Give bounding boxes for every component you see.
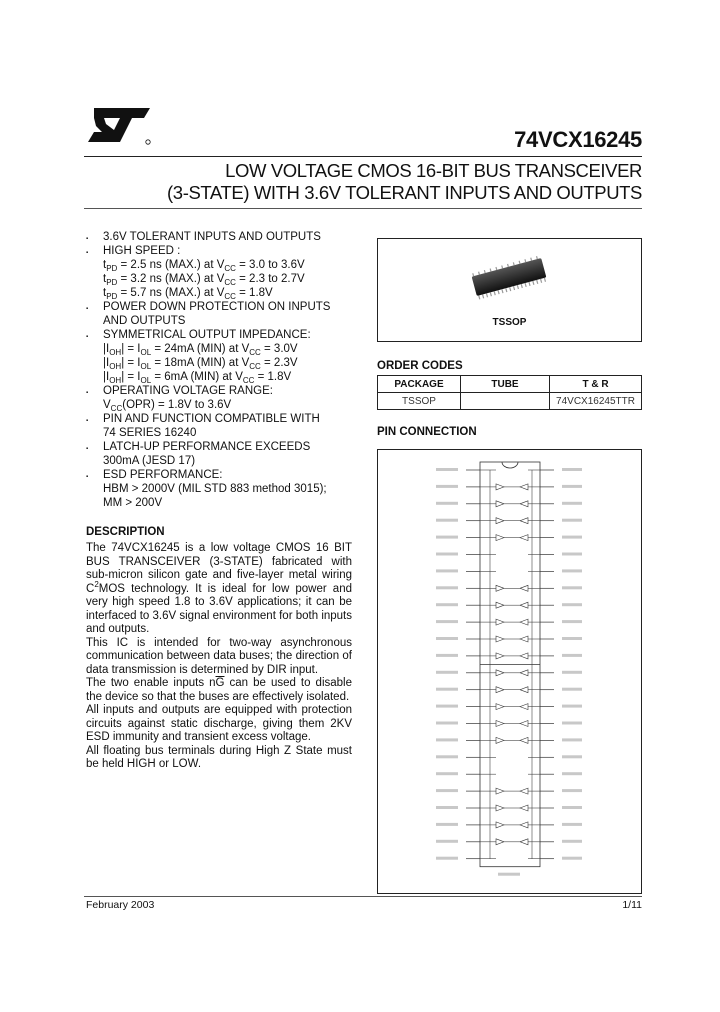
buffer-arrow-left xyxy=(520,518,528,524)
buffer-arrow-right xyxy=(496,585,504,591)
sup: 2 xyxy=(94,579,99,589)
t: (OPR) = 1.8V to 3.6V xyxy=(122,399,232,411)
description-paragraph xyxy=(86,677,352,704)
sub: PD xyxy=(106,278,118,287)
buffer-arrow-left xyxy=(520,602,528,608)
t: = 2.5 ns (MAX.) at V xyxy=(117,259,225,271)
pin-label-left xyxy=(436,485,458,488)
t: = 6mA (MIN) at V xyxy=(151,371,243,383)
cell-package: TSSOP xyxy=(378,393,461,410)
sub: OL xyxy=(140,376,152,385)
pin-label-right xyxy=(562,857,582,860)
buffer-arrow-left xyxy=(520,585,528,591)
buffer-arrow-left xyxy=(520,619,528,625)
buffer-arrow-right xyxy=(496,501,504,507)
buffer-arrow-left xyxy=(520,501,528,507)
pin-label-right xyxy=(562,705,582,708)
t: |I xyxy=(103,371,110,383)
pin-label-right xyxy=(562,586,582,589)
pin-connection-heading: PIN CONNECTION xyxy=(377,426,477,438)
feature-item xyxy=(86,328,366,384)
pin-label-left xyxy=(436,536,458,539)
header-rule xyxy=(84,156,642,157)
t: = 24mA (MIN) at V xyxy=(151,343,250,355)
t: = 3.0V xyxy=(260,343,298,355)
t: = 5.7 ns (MAX.) at V xyxy=(117,287,225,299)
feature-subline xyxy=(103,342,366,356)
feature-text: ▪ PIN AND FUNCTION COMPATIBLE WITH xyxy=(103,413,320,425)
sub: OL xyxy=(140,362,152,371)
column-header-tr: T & R xyxy=(550,376,642,393)
t: t xyxy=(103,259,107,271)
pin-label-right xyxy=(562,654,582,657)
diagram-caption xyxy=(498,873,520,876)
buffer-arrow-right xyxy=(496,839,504,845)
feature-text: 3.6V TOLERANT INPUTS AND OUTPUTS xyxy=(103,231,321,243)
feature-item xyxy=(86,412,366,440)
buffer-arrow-left xyxy=(520,687,528,693)
sub: CC xyxy=(249,362,261,371)
pin-label-left xyxy=(436,569,458,572)
feature-text: ▪ LATCH-UP PERFORMANCE EXCEEDS xyxy=(103,441,311,453)
buffer-arrow-right xyxy=(496,602,504,608)
feature-text: 74 SERIES 16240 xyxy=(103,427,197,439)
pin-label-right xyxy=(562,553,582,556)
feature-item xyxy=(86,300,366,328)
sub: OH xyxy=(109,376,122,385)
feature-item xyxy=(86,384,366,412)
t: | = I xyxy=(121,357,141,369)
footer-page-number: 1/11 xyxy=(622,899,642,911)
sub: OL xyxy=(140,348,152,357)
pin-label-left xyxy=(436,603,458,606)
t: = 3.0 to 3.6V xyxy=(235,259,305,271)
t: | = I xyxy=(121,343,141,355)
t: MOS technology. It is ideal for low power and very high speed 1.8 to 3.6V applications; it can be interfaced to 3.6V signal environment for both inputs and outputs. xyxy=(86,582,352,635)
description-paragraph: This IC is intended for two-way asynchronous communication between data buses; the direction of data transmission is determined by DIR input. xyxy=(86,636,352,676)
pin-connection-diagram xyxy=(378,450,641,893)
buffer-arrow-left xyxy=(520,788,528,794)
pin-label-right xyxy=(562,722,582,725)
title-rule xyxy=(84,208,642,209)
footer-date: February 2003 xyxy=(86,899,155,911)
buffer-arrow-right xyxy=(496,687,504,693)
sub: CC xyxy=(110,404,123,413)
buffer-arrow-left xyxy=(520,535,528,541)
table-header-row xyxy=(378,376,642,393)
features-list xyxy=(86,230,366,510)
pin-label-right xyxy=(562,502,582,505)
feature-text: MM > 200V xyxy=(103,497,163,509)
title-line-2: (3-STATE) WITH 3.6V TOLERANT INPUTS AND OUTPUTS xyxy=(167,182,642,203)
buffer-arrow-right xyxy=(496,822,504,828)
pin-label-right xyxy=(562,519,582,522)
pin-label-right xyxy=(562,536,582,539)
ic-notch xyxy=(502,462,518,468)
order-codes-table xyxy=(377,375,642,410)
buffer-arrow-right xyxy=(496,805,504,811)
t: | = I xyxy=(121,371,141,383)
t: = 3.2 ns (MAX.) at V xyxy=(117,273,225,285)
buffer-arrow-right xyxy=(496,636,504,642)
t: = 1.8V xyxy=(254,371,292,383)
buffer-arrow-left xyxy=(520,721,528,727)
feature-item xyxy=(86,468,366,510)
pin-label-right xyxy=(562,688,582,691)
pin-label-right xyxy=(562,738,582,741)
buffer-arrow-right xyxy=(496,653,504,659)
column-header-package: PACKAGE xyxy=(378,376,461,393)
t: = 2.3V xyxy=(260,357,298,369)
sub: CC xyxy=(249,348,261,357)
t: = 2.3 to 2.7V xyxy=(235,273,305,285)
pin-label-left xyxy=(436,772,458,775)
buffer-arrow-right xyxy=(496,721,504,727)
sub: CC xyxy=(224,264,236,273)
pin-diagram-drawing xyxy=(436,462,582,876)
pin-label-right xyxy=(562,468,582,471)
sub: CC xyxy=(224,292,236,301)
pin-label-right xyxy=(562,772,582,775)
sub: OH xyxy=(109,362,122,371)
description-paragraph: All inputs and outputs are equipped with protection circuits against static discharge, giving them 2KV ESD immunity and transient excess voltage. xyxy=(86,704,352,743)
pin-label-right xyxy=(562,671,582,674)
sub: CC xyxy=(224,278,236,287)
buffer-arrow-right xyxy=(496,484,504,490)
pin-label-left xyxy=(436,688,458,691)
pin-label-left xyxy=(436,840,458,843)
buffer-arrow-right xyxy=(496,535,504,541)
column-header-tube: TUBE xyxy=(461,376,550,393)
t: = 18mA (MIN) at V xyxy=(151,357,250,369)
pin-label-right xyxy=(562,620,582,623)
title-line-1: LOW VOLTAGE CMOS 16-BIT BUS TRANSCEIVER xyxy=(225,160,642,181)
cell-tube xyxy=(461,393,550,410)
sub: PD xyxy=(106,264,118,273)
g-overline: $\overline{G}$ xyxy=(215,677,225,689)
pin-label-left xyxy=(436,637,458,640)
feature-text: ▪ ESD PERFORMANCE: xyxy=(103,469,223,481)
feature-text: ▪ SYMMETRICAL OUTPUT IMPEDANCE: xyxy=(103,329,311,341)
part-number: 74VCX16245 xyxy=(514,127,642,152)
pin-label-left xyxy=(436,722,458,725)
pin-label-right xyxy=(562,823,582,826)
t: |I xyxy=(103,357,110,369)
pin-label-left xyxy=(436,654,458,657)
pin-label-right xyxy=(562,485,582,488)
buffer-arrow-right xyxy=(496,619,504,625)
t: The 74VCX16245 is a low voltage CMOS 16 BIT BUS TRANSCEIVER (3-STATE) fabricated with sub-micron silicon gate and five-layer metal wiring C xyxy=(86,542,352,595)
pin-label-right xyxy=(562,569,582,572)
pin-label-left xyxy=(436,502,458,505)
buffer-arrow-left xyxy=(520,704,528,710)
feature-text: ▪ HIGH SPEED : xyxy=(103,245,181,257)
pin-label-left xyxy=(436,620,458,623)
pin-label-right xyxy=(562,806,582,809)
pin-label-right xyxy=(562,603,582,606)
buffer-arrow-right xyxy=(496,670,504,676)
description-paragraph xyxy=(86,542,352,637)
pin-label-left xyxy=(436,519,458,522)
feature-subline xyxy=(103,370,366,384)
description-body xyxy=(86,542,352,772)
buffer-arrow-right xyxy=(496,737,504,743)
pin-label-left xyxy=(436,755,458,758)
description-heading: DESCRIPTION xyxy=(86,526,165,538)
feature-subline xyxy=(103,398,366,412)
sub: PD xyxy=(106,292,118,301)
buffer-arrow-left xyxy=(520,839,528,845)
order-codes-heading: ORDER CODES xyxy=(377,360,463,372)
feature-text: HBM > 2000V (MIL STD 883 method 3015); xyxy=(103,483,327,495)
pin-label-left xyxy=(436,705,458,708)
table-row xyxy=(378,393,642,410)
footer-rule xyxy=(84,896,642,897)
cell-tr: 74VCX16245TTR xyxy=(550,393,642,410)
feature-text: ▪ OPERATING VOLTAGE RANGE: xyxy=(103,385,273,397)
pin-label-right xyxy=(562,637,582,640)
pin-label-right xyxy=(562,789,582,792)
buffer-arrow-right xyxy=(496,518,504,524)
t: |I xyxy=(103,343,110,355)
buffer-arrow-left xyxy=(520,805,528,811)
pin-label-left xyxy=(436,857,458,860)
pin-label-left xyxy=(436,823,458,826)
pin-label-left xyxy=(436,671,458,674)
feature-subline xyxy=(103,258,366,272)
t: V xyxy=(103,399,111,411)
pin-label-left xyxy=(436,468,458,471)
buffer-arrow-right xyxy=(496,788,504,794)
pin-label-left xyxy=(436,738,458,741)
pin-label-left xyxy=(436,586,458,589)
feature-text: ▪ POWER DOWN PROTECTION ON INPUTS xyxy=(103,301,331,313)
feature-subline xyxy=(103,286,366,300)
package-label: TSSOP xyxy=(492,317,527,328)
description-paragraph: All floating bus terminals during High Z State must be held HIGH or LOW. xyxy=(86,744,352,770)
t: = 1.8V xyxy=(235,287,273,299)
feature-text: AND OUTPUTS xyxy=(103,315,186,327)
buffer-arrow-right xyxy=(496,704,504,710)
buffer-arrow-left xyxy=(520,484,528,490)
buffer-arrow-left xyxy=(520,653,528,659)
pin-label-right xyxy=(562,755,582,758)
buffer-arrow-left xyxy=(520,636,528,642)
feature-item xyxy=(86,244,366,300)
t: The two enable inputs n xyxy=(86,677,216,689)
feature-subline xyxy=(103,272,366,286)
sub: CC xyxy=(242,376,255,385)
pin-label-left xyxy=(436,553,458,556)
t: t xyxy=(103,273,107,285)
st-logo xyxy=(84,104,152,151)
buffer-arrow-left xyxy=(520,822,528,828)
document-title xyxy=(167,160,642,204)
buffer-arrow-left xyxy=(520,737,528,743)
feature-subline xyxy=(103,356,366,370)
t: t xyxy=(103,287,107,299)
buffer-arrow-left xyxy=(520,670,528,676)
pin-label-right xyxy=(562,840,582,843)
feature-text: 300mA (JESD 17) xyxy=(103,455,196,467)
sub: OH xyxy=(109,348,122,357)
pin-label-left xyxy=(436,789,458,792)
feature-item xyxy=(86,230,366,244)
feature-item xyxy=(86,440,366,468)
pin-label-left xyxy=(436,806,458,809)
t: can be used to disable the device so that the buses are effectively isolated. xyxy=(86,677,353,703)
